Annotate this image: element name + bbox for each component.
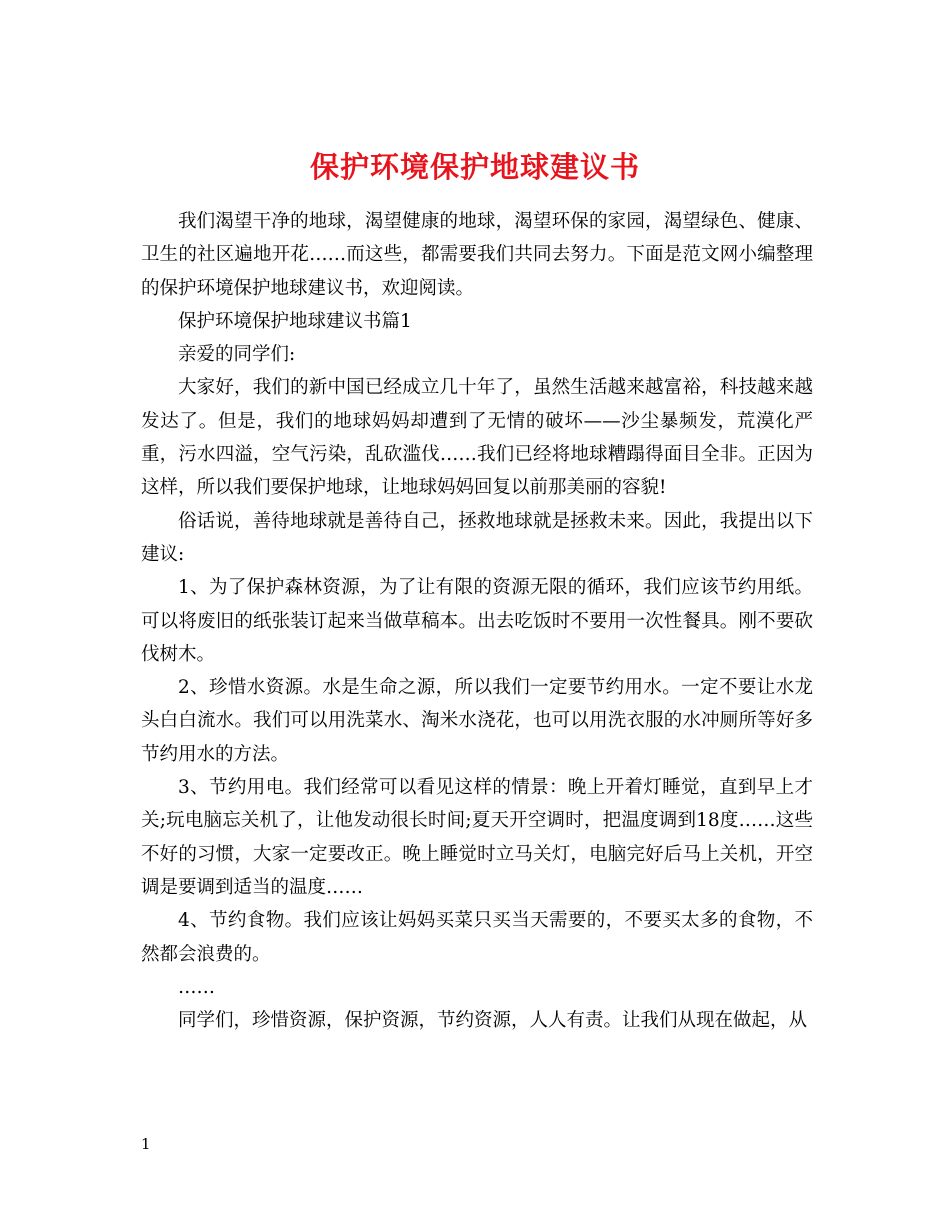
- ellipsis-line: ……: [178, 976, 215, 998]
- intro-paragraph: 我们渴望干净的地球，渴望健康的地球，渴望环保的家园，渴望绿色、健康、卫生的社区遍地开花……而这些，都需要我们共同去努力。下面是范文网小编整理的保护环境保护地球建议书，欢迎阅读。: [141, 211, 813, 299]
- suggestion-item: 4、节约食物。我们应该让妈妈买菜只买当天需要的，不要买太多的食物，不然都会浪费的。: [141, 910, 813, 965]
- salutation: 亲爱的同学们:: [178, 344, 296, 366]
- body-paragraph: 俗话说，善待地球就是善待自己，拯救地球就是拯救未来。因此，我提出以下建议:: [141, 510, 813, 565]
- body-paragraph: 大家好，我们的新中国已经成立几十年了，虽然生活越来越富裕，科技越来越发达了。但是，我们的地球妈妈却遭到了无情的破坏——沙尘暴频发，荒漠化严重，污水四溢，空气污染，乱砍滥伐……我们已经将地球糟蹋得面目全非。正因为这样，所以我们要保护地球，让地球妈妈回复以前那美丽的容貌!: [141, 377, 813, 499]
- suggestion-item: 2、珍惜水资源。水是生命之源，所以我们一定要节约用水。一定不要让水龙头白白流水。我们可以用洗菜水、淘米水浇花，也可以用洗衣服的水冲厕所等好多节约用水的方法。: [141, 677, 813, 765]
- closing-paragraph: 同学们，珍惜资源，保护资源，节约资源，人人有责。让我们从现在做起，从: [178, 1010, 808, 1032]
- document-title: 保护环境保护地球建议书: [309, 150, 640, 185]
- page-number: 1: [141, 1135, 151, 1153]
- section-heading: 保护环境保护地球建议书篇1: [178, 310, 412, 332]
- suggestion-item: 3、节约用电。我们经常可以看见这样的情景：晚上开着灯睡觉，直到早上才关;玩电脑忘关机了，让他发动很长时间;夏天开空调时，把温度调到18度……这些不好的习惯，大家一定要改正。晚上睡觉时立马关灯，电脑完好后马上关机，开空调是要调到适当的温度……: [141, 777, 813, 898]
- suggestion-item: 1、为了保护森林资源，为了让有限的资源无限的循环，我们应该节约用纸。可以将废旧的纸张装订起来当做草稿本。出去吃饭时不要用一次性餐具。刚不要砍伐树木。: [141, 577, 813, 665]
- document-body: [141, 205, 813, 1037]
